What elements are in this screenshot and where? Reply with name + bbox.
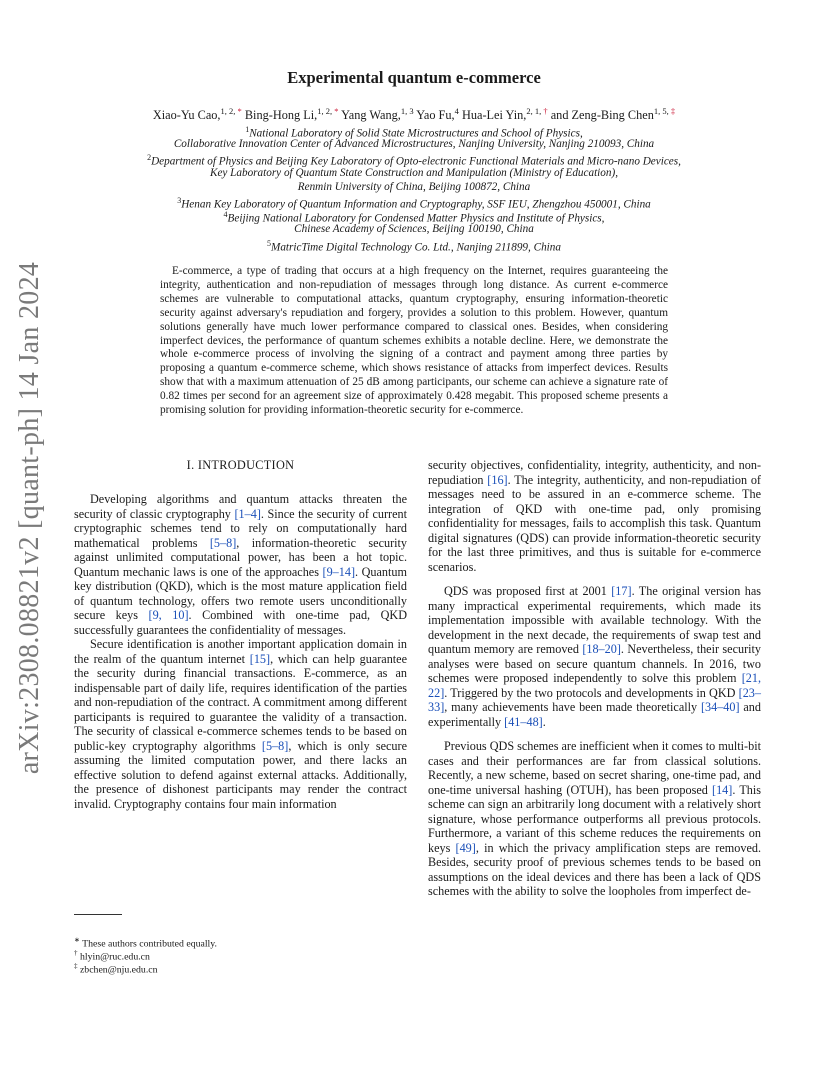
citation-link[interactable]: [1–4] bbox=[234, 506, 261, 521]
citation-link[interactable]: [9–14] bbox=[322, 564, 356, 579]
right-column bbox=[428, 458, 761, 899]
citation-link[interactable]: [21, 22] bbox=[428, 671, 761, 700]
author: and Zeng-Bing Chen$^{1, 5, \ddagger}$ bbox=[550, 106, 676, 123]
affiliation-line: Chinese Academy of Sciences, Beijing 100190, China bbox=[294, 223, 534, 236]
footnote: ∗ These authors contributed equally. bbox=[74, 936, 217, 950]
citation-link[interactable]: [18–20] bbox=[582, 642, 621, 656]
affiliation-line: Key Laboratory of Quantum State Construction and Manipulation (Ministry of Education), bbox=[209, 166, 618, 179]
section-title: I. INTRODUCTION bbox=[186, 458, 295, 472]
author: Hua-Lei Yin,$^{2, 1, \dagger}$ bbox=[461, 106, 548, 123]
affiliation-line: $^4$Beijing National Laboratory for Condensed Matter Physics and Institute of Physics, bbox=[223, 210, 605, 225]
arxiv-id: arXiv:2308.08821v2 [quant-ph] 14 Jan 2024 bbox=[14, 261, 45, 775]
affiliation-line: $^1$National Laboratory of Solid State Microstructures and School of Physics, bbox=[245, 125, 583, 140]
citation-link[interactable]: [41–48] bbox=[504, 714, 543, 729]
paper-title: Experimental quantum e-commerce bbox=[287, 68, 541, 87]
author-list bbox=[60, 106, 768, 123]
paragraph: Previous QDS schemes are inefficient when it comes to multi-bit cases and their performances are far from classical solutions. Recently, a new scheme, based on secret sharing, one-time pad, and one-time universal hashing (OTUH), has been proposed [14]. This scheme can sign an arbitrarily long document with a relatively short signature, whose performance outperforms all previous protocols. Furthermore, a variant of this scheme reduces the requirements on keys [49], in which the privacy amplification steps are removed. Besides, security proof of previous schemes tends to be based on assumptions on the ideal devices and there has been a lack of QDS schemes with the ability to solve the loopholes from imperfect de- bbox=[428, 739, 761, 898]
citation-link[interactable]: [5–8] bbox=[209, 535, 237, 550]
author: Xiao-Yu Cao,$^{1, 2, *}$ bbox=[152, 106, 242, 123]
author: Yang Wang,$^{1, 3}$ bbox=[341, 106, 414, 123]
citation-link[interactable]: [9, 10] bbox=[148, 608, 189, 622]
citation-link[interactable]: [14] bbox=[712, 782, 733, 797]
citation-link[interactable]: [16] bbox=[487, 472, 508, 487]
left-column bbox=[74, 492, 407, 811]
affiliation-line: $^3$Henan Key Laboratory of Quantum Information and Cryptography, SSF IEU, Zhengzhou 450001, China bbox=[177, 196, 651, 211]
paragraph: QDS was proposed first at 2001 [17]. The original version has many impractical experimental requirements, which made its implementation impossible with available technology. With the development in the next decade, the requirements of swap test and quantum memory are removed [18–20]. Nevertheless, their security analyses were based on secure quantum channels. In 2016, two schemes were proposed independently to solve this problem [21, 22]. Triggered by the two protocols and developments in QKD [23–33], many achievements have been made theoretically [34–40] and experimentally [41–48]. bbox=[428, 584, 762, 729]
affiliation-line: $^2$Department of Physics and Beijing Key Laboratory of Opto-electronic Functional Materials and Micro-nano Devices, bbox=[147, 153, 681, 169]
author: Yao Fu,$^4$ bbox=[416, 106, 459, 123]
citation-link[interactable]: [5–8] bbox=[261, 738, 289, 753]
abstract: E-commerce, a type of trading that occurs at a high frequency on the Internet, requires guaranteeing the integrity, authentication and non-repudiation of messages through long distance. As current e-commerce schemes are vulnerable to computational attacks, quantum cryptography, ensuring information-theoretic security against adversary's repudiation and forgery, provides a solution to this problem. However, quantum solutions generally have much lower performance compared to classical ones. Besides, when considering imperfect devices, the performance of quantum schemes exhibits a notable decline. Here, we demonstrate the whole e-commerce process of involving the signing of a contract and payment among three parties by proposing a quantum e-commerce scheme, which shows resistance of attacks from imperfect devices. Results show that with a maximum attenuation of 25 dB among participants, our scheme can achieve a signature rate of 0.82 times per second for an agreement size of approximately 0.428 megabit. This proposed scheme presents a promising solution for providing information-theoretic security for e-commerce. bbox=[160, 265, 668, 417]
affiliation-line: $^5$MatricTime Digital Technology Co. Ltd., Nanjing 211899, China bbox=[267, 238, 561, 254]
footnote-rule bbox=[74, 914, 122, 915]
author: Bing-Hong Li,$^{1, 2, *}$ bbox=[244, 106, 339, 123]
citation-link[interactable]: [49] bbox=[455, 840, 476, 855]
paragraph: Secure identification is another important application domain in the realm of the quantum internet [15], which can help guarantee the security during financial transactions. E-commerce, as an indispensable part of daily life, requires identification of the parties and non-repudiation of the contract. A commitment among different participants is required to guarantee the validity of a transaction. The security of classical e-commerce schemes tends to be based on public-key cryptography algorithms [5–8], which is only secure assuming the limited computation power, and there lacks an effective solution to defend against external attacks. Additionally, the presence of dishonest participants may render the contract invalid. Cryptography contains four main information bbox=[74, 637, 407, 811]
paragraph: security objectives, confidentiality, integrity, authenticity, and non-repudiation [16]. The integrity, authenticity, and non-repudiation of messages need to be assured in an e-commerce scheme. The integration of QKD with one-time pad, only promising confidentiality for messages, fails to accomplish this task. Quantum digital signatures (QDS) can provide information-theoretic security for the last three primitives, and thus is suitable for e-commerce scenarios. bbox=[428, 458, 761, 574]
arxiv-stamp bbox=[14, 261, 46, 775]
citation-link[interactable]: [34–40] bbox=[700, 700, 740, 714]
citation-link[interactable]: [17] bbox=[611, 584, 632, 598]
footnote: ‡ zbchen@nju.edu.cn bbox=[74, 962, 158, 976]
paragraph: Developing algorithms and quantum attacks threaten the security of classic cryptography [1–4]. Since the security of current cryptographic schemes tend to rely on computationally hard mathematical problems [5–8], information-theoretic security against unlimited computational power, has been a hot topic. Quantum mechanic laws is one of the approaches [9–14]. Quantum key distribution (QKD), which is the most mature application field of quantum technology, offers two remote users unconditionally secure keys [9, 10]. Combined with one-time pad, QKD successfully guarantees the confidentiality of messages. bbox=[74, 492, 408, 637]
citation-link[interactable]: [23–33] bbox=[428, 685, 761, 714]
affiliation-line: Renmin University of China, Beijing 100872, China bbox=[297, 180, 531, 193]
footnote: † hlyin@ruc.edu.cn bbox=[74, 949, 150, 963]
affiliation-line: Collaborative Innovation Center of Advanced Microstructures, Nanjing University, Nanjing 210093, China bbox=[173, 138, 655, 151]
citation-link[interactable]: [15] bbox=[249, 651, 271, 666]
